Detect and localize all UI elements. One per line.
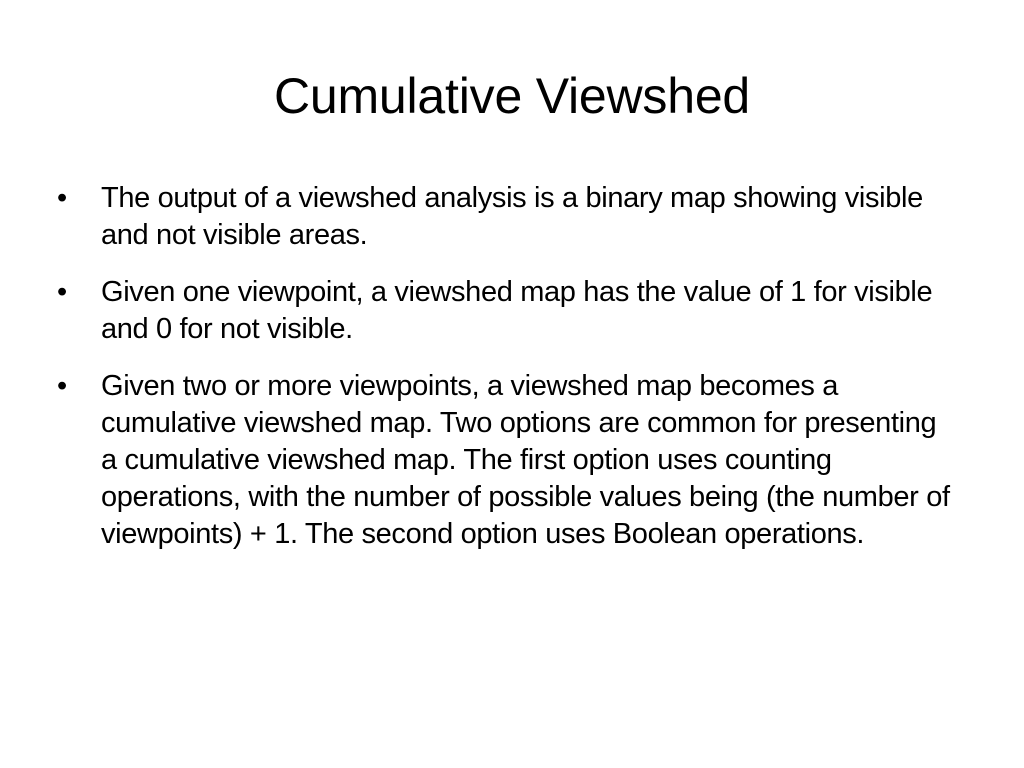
bullet-dot-icon: • (57, 276, 67, 308)
bullet-text: Given two or more viewpoints, a viewshed map becomes a cumulative viewshed map. Two options are common for presenting a cumulative viewshed map. The first option uses counting operations, with the number of possible values being (the number of viewpoints) + 1. The second option uses Boolean operations. (101, 370, 950, 550)
bullet-dot-icon: • (57, 182, 67, 214)
bullet-item (57, 274, 957, 348)
bullet-dot-icon: • (57, 370, 67, 402)
slide-title: Cumulative Viewshed (273, 68, 751, 124)
bullet-item (57, 368, 957, 553)
bullet-list (57, 180, 957, 573)
bullet-item (57, 180, 957, 254)
bullet-text: Given one viewpoint, a viewshed map has the value of 1 for visible and 0 for not visible. (101, 276, 933, 345)
bullet-text: The output of a viewshed analysis is a binary map showing visible and not visible areas. (101, 182, 923, 251)
